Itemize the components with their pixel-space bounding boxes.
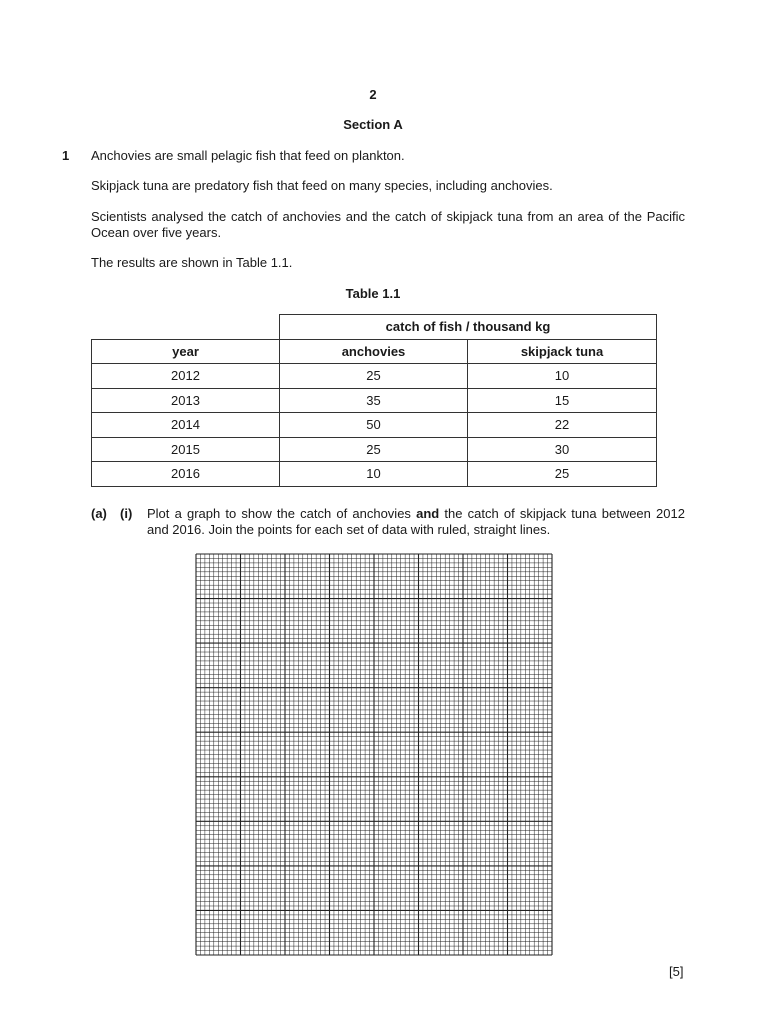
table-row [92,437,657,462]
part-label: (a) [91,506,107,521]
catch-table [91,314,657,487]
table-row [92,462,657,487]
cell-anchovies: 50 [280,413,468,438]
intro-paragraph-2: Skipjack tuna are predatory fish that feed on many species, including anchovies. [91,178,553,193]
table-caption: Table 1.1 [345,286,401,301]
cell-anchovies: 10 [280,462,468,487]
table-row [92,364,657,389]
header-anchovies: anchovies [280,339,468,364]
graph-paper-grid[interactable] [195,553,553,956]
part-instruction [147,506,685,538]
cell-skipjack-tuna: 10 [468,364,657,389]
intro-paragraph-4: The results are shown in Table 1.1. [91,255,293,270]
instruction-text-bold: and [416,506,440,521]
cell-year: 2015 [92,437,280,462]
page-number: 2 [369,87,377,102]
part-sub-label: (i) [120,506,133,521]
question-number: 1 [62,148,70,163]
instruction-text-before: Plot a graph to show the catch of anchovies [147,506,417,521]
cell-year: 2016 [92,462,280,487]
cell-anchovies: 25 [280,364,468,389]
cell-year: 2012 [92,364,280,389]
intro-paragraph-1: Anchovies are small pelagic fish that feed on plankton. [91,148,405,163]
table-row [92,413,657,438]
header-skipjack-tuna: skipjack tuna [468,339,657,364]
cell-year: 2014 [92,413,280,438]
empty-header-cell [92,315,280,340]
cell-year: 2013 [92,388,280,413]
header-year: year [92,339,280,364]
section-title: Section A [343,117,403,132]
cell-skipjack-tuna: 30 [468,437,657,462]
table-row [92,388,657,413]
group-header: catch of fish / thousand kg [280,315,657,340]
instruction-text-after: the catch of skipjack tuna between 2012 and 2016. Join the points for each set of data with ruled, straight lines. [147,506,685,537]
cell-anchovies: 25 [280,437,468,462]
intro-paragraph-3: Scientists analysed the catch of anchovies and the catch of skipjack tuna from an area of the Pacific Ocean over five years. [91,209,685,240]
cell-skipjack-tuna: 15 [468,388,657,413]
cell-skipjack-tuna: 22 [468,413,657,438]
cell-skipjack-tuna: 25 [468,462,657,487]
cell-anchovies: 35 [280,388,468,413]
marks-allocation: [5] [669,964,684,979]
